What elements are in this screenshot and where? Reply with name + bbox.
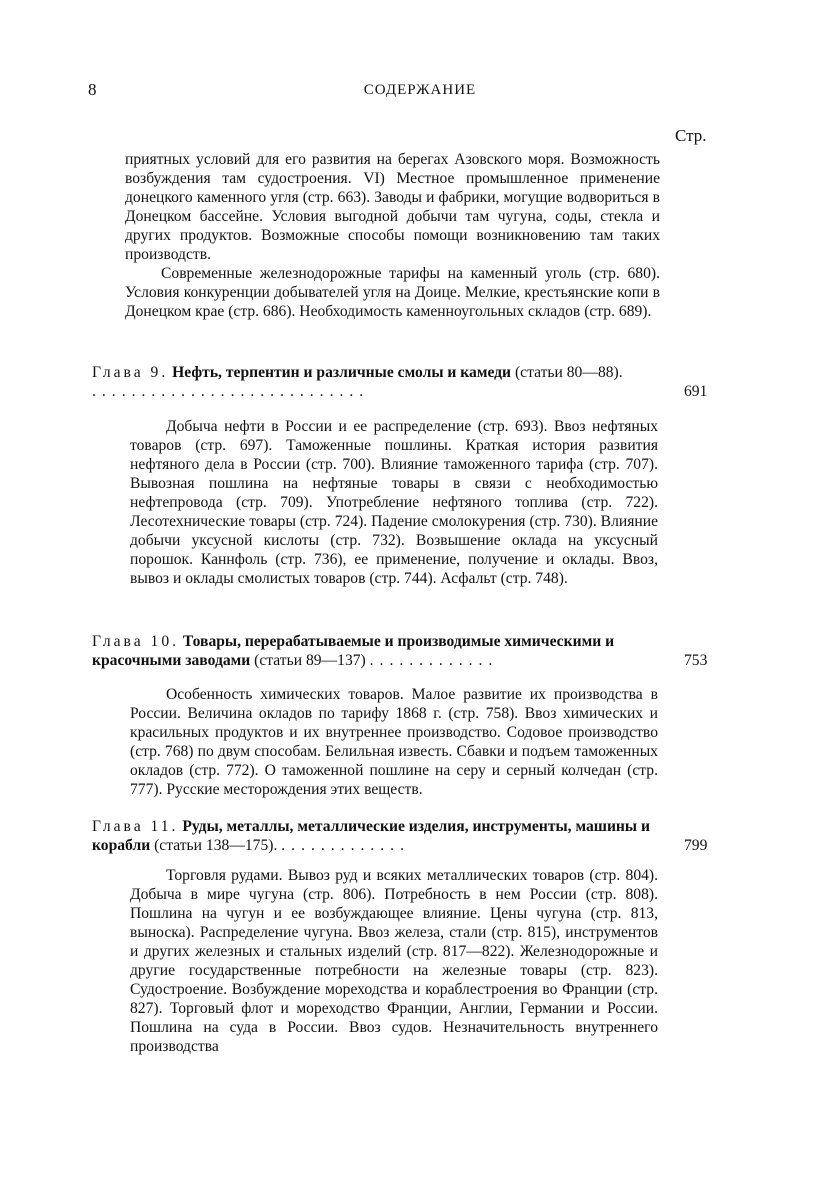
page-column-label: Стр. — [675, 126, 707, 145]
chapter-page: 799 — [684, 837, 708, 854]
chapter-page: 753 — [684, 652, 708, 669]
intro-paragraph: Современные железнодорожные тарифы на каменный уголь (стр. 680). Условия конкуренции добывателей угля на Доице. Мелкие, крестьянские копи в Донецком крае (стр. 686). Необходимость каменноугольных складов (стр. 689). — [125, 265, 660, 320]
chapter-page: 691 — [684, 383, 708, 400]
leader-dots: ............. — [369, 652, 499, 669]
chapter-articles: (статьи 138—175). — [154, 837, 278, 854]
chapter-title: Нефть, терпентин и различные смолы и камеди — [172, 364, 512, 381]
chapter-heading — [92, 817, 708, 855]
intro-block — [125, 150, 660, 321]
chapter-articles: (статьи 89—137) — [254, 652, 366, 669]
intro-paragraph: приятных условий для его развития на берегах Азовского моря. Возможность возбуждения там судостроения. VI) Местное промышленное применение донецкого каменного угля (стр. 663). Заводы и фабрики, могущие водвориться в Донецком бассейне. Условия выгодной добычи там чугуна, соды, стекла и других продуктов. Возможные способы помощи возникновению там таких производств. — [125, 151, 660, 263]
running-title: СОДЕРЖАНИЕ — [363, 82, 477, 98]
chapter-heading — [92, 363, 708, 401]
chapter-label: Глава 10. — [92, 633, 180, 650]
chapter-title: Товары, перерабатываемые и производимые химическими и красочными заводами — [92, 633, 615, 669]
chapter-label: Глава 9. — [92, 364, 169, 381]
leader-dots: ............................ — [92, 383, 370, 400]
chapter-heading — [92, 632, 708, 670]
chapter-label: Глава 11. — [92, 818, 179, 835]
chapter-summary: Добыча нефти в России и ее распределение (стр. 693). Ввоз нефтяных товаров (стр. 697). Таможенные пошлины. Краткая история развития нефтяного дела в России (стр. 700). Влияние таможенного тарифа (стр. 707). Вывозная пошлина на нефтяные товары в связи с необходимостью нефтепровода (стр. 709). Употребление нефтяного топлива (стр. 722). Лесотехнические товары (стр. 724). Падение смолокурения (стр. 730). Влияние добычи уксусной кислоты (стр. 732). Возвышение оклада на уксусный порошок. Каннфоль (стр. 736), ее применение, получение и оклады. Ввоз, вывоз и оклады смолистых товаров (стр. 744). Асфальт (стр. 748). — [130, 418, 658, 587]
chapter-summary: Особенность химических товаров. Малое развитие их производства в России. Величина окладов по тарифу 1868 г. (стр. 758). Ввоз химических и красильных продуктов и их внутреннее производство. Содовое производство (стр. 768) по двум способам. Белильная известь. Сбавки и подъем таможенных окладов (стр. 772). О таможенной пошлине на серу и серный колчедан (стр. 777). Русские месторождения этих веществ. — [130, 686, 658, 798]
chapter-articles: (статьи 80—88). — [514, 364, 623, 381]
leader-dots: ............. — [281, 837, 410, 854]
page-number: 8 — [88, 80, 97, 99]
chapter-title: Руды, металлы, металлические изделия, инструменты, машины и корабли — [92, 818, 650, 854]
chapter-summary: Торговля рудами. Вывоз руд и всяких металлических товаров (стр. 804). Добыча в мире чугуна (стр. 806). Потребность в нем России (стр. 808). Пошлина на чугун и ее возбуждающее влияние. Цены чугуна (стр. 813, выноска). Распределение чугуна. Ввоз железа, стали (стр. 815), инструментов и других железных и стальных изделий (стр. 817—822). Железнодорожные и другие государственные потребности на железные товары (стр. 823). Судостроение. Возбуждение мореходства и кораблестроения во Франции (стр. 827). Торговый флот и мореходство Франции, Англии, Германии и России. Пошлина на суда в России. Ввоз судов. Незначительность внутреннего производства — [130, 867, 658, 1055]
